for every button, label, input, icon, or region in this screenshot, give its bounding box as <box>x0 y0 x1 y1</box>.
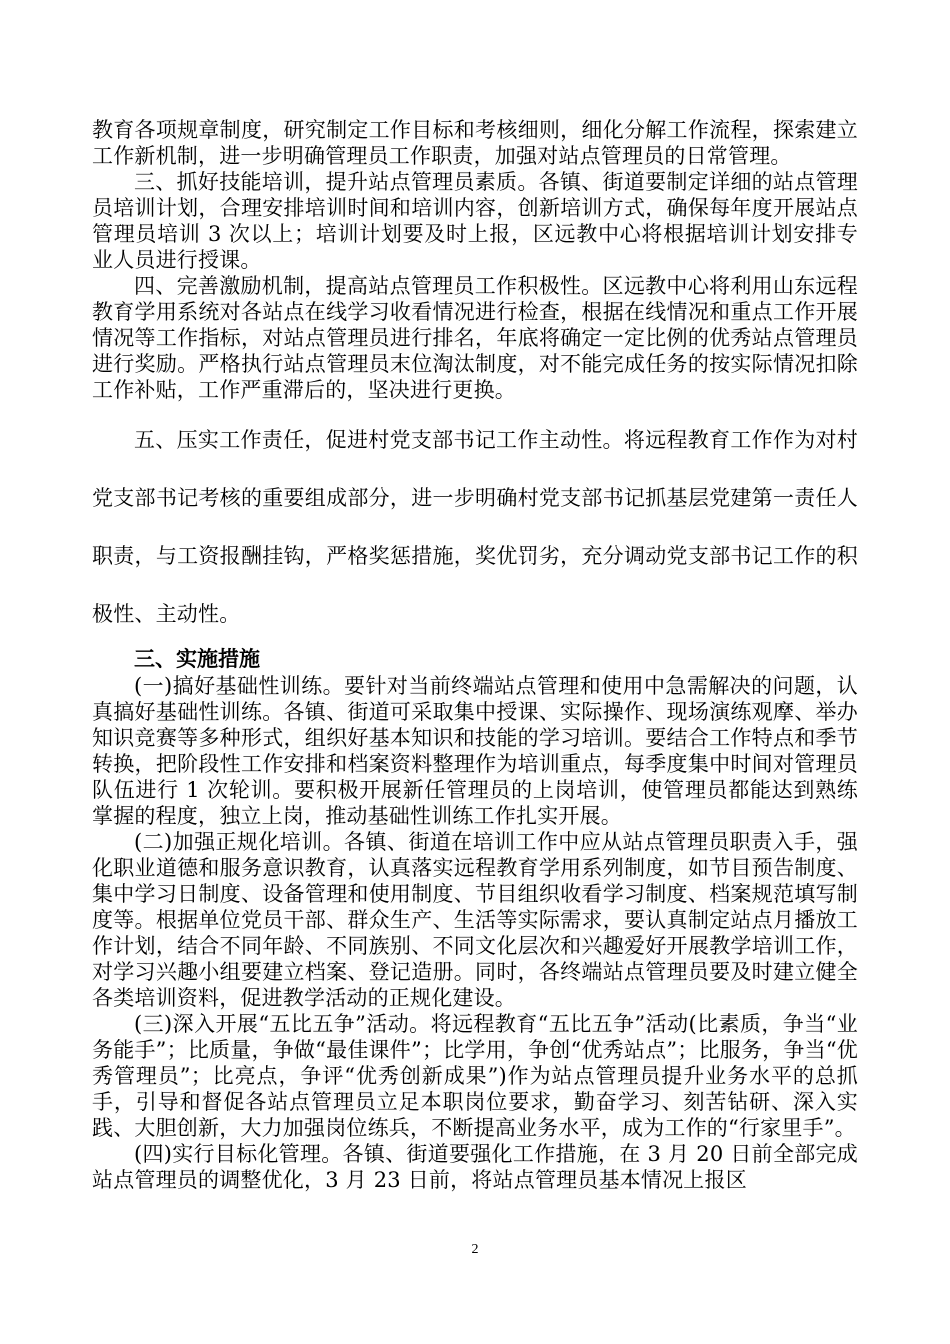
document-body <box>92 117 858 1193</box>
page-number: 2 <box>471 1242 479 1257</box>
section-heading: 三、实施措施 <box>134 647 260 671</box>
measure-target-management: (四)实行目标化管理。各镇、街道要强化工作措施，在 3 月 20 日前全部完成站点管理员的调整优化，3 月 23 日前，将站点管理员基本情况上报区 <box>92 1142 858 1192</box>
paragraph-skills-training: 三、抓好技能培训，提升站点管理员素质。各镇、街道要制定详细的站点管理员培训计划，合理安排培训时间和培训内容，创新培训方式，确保每年度开展站点管理员培训 3 次以上；培训计划要及时上报，区远教中心将根据培训计划安排专业人员进行授课。 <box>92 170 858 272</box>
measure-basic-training: (一)搞好基础性训练。要针对当前终端站点管理和使用中急需解决的问题，认真搞好基础性训练。各镇、街道可采取集中授课、实际操作、现场演练观摩、举办知识竞赛等多种形式，组织好基本知识和技能的学习培训。要结合工作特点和季节转换，把阶段性工作安排和档案资料整理作为培训重点，每季度集中时间对管理员队伍进行 1 次轮训。要积极开展新任管理员的上岗培训，使管理员都能达到熟练掌握的程度，独立上岗，推动基础性训练工作扎实开展。 <box>92 674 858 828</box>
measure-five-compare-activity: (三)深入开展“五比五争”活动。将远程教育“五比五争”活动(比素质，争当“业务能手”；比质量，争做“最佳课件”；比学用，争创“优秀站点”；比服务，争当“优秀管理员”；比亮点，争评“优秀创新成果”)作为站点管理员提升业务水平的总抓手，引导和督促各站点管理员立足本职岗位要求，勤奋学习、刻苦钻研、深入实践、大胆创新，大力加强岗位练兵，不断提高业务水平，成为工作的“行家里手”。 <box>92 1012 858 1140</box>
paragraph-continuation: 教育各项规章制度，研究制定工作目标和考核细则，细化分解工作流程，探索建立工作新机制，进一步明确管理员工作职责，加强对站点管理员的日常管理。 <box>92 118 858 168</box>
measure-standardized-training: (二)加强正规化培训。各镇、街道在培训工作中应从站点管理员职责入手，强化职业道德和服务意识教育，认真落实远程教育学用系列制度，如节目预告制度、集中学习日制度、设备管理和使用制度、节目组织收看学习制度、档案规范填写制度等。根据单位党员干部、群众生产、生活等实际需求，要认真制定站点月播放工作计划，结合不同年龄、不同族别、不同文化层次和兴趣爱好开展教学培训工作，对学习兴趣小组要建立档案、登记造册。同时，各终端站点管理员要及时建立健全各类培训资料，促进教学活动的正规化建设。 <box>92 830 858 1010</box>
paragraph-incentive-mechanism: 四、完善激励机制，提高站点管理员工作积极性。区远教中心将利用山东远程教育学用系统对各站点在线学习收看情况进行检查，根据在线情况和重点工作开展情况等工作指标，对站点管理员进行排名，年底将确定一定比例的优秀站点管理员进行奖励。严格执行站点管理员末位淘汰制度，对不能完成任务的按实际情况扣除工作补贴，工作严重滞后的，坚决进行更换。 <box>92 274 858 402</box>
paragraph-responsibility: 五、压实工作责任，促进村党支部书记工作主动性。将远程教育工作作为对村党支部书记考核的重要组成部分，进一步明确村党支部书记抓基层党建第一责任人职责，与工资报酬挂钩，严格奖惩措施，奖优罚劣，充分调动党支部书记工作的积极性、主动性。 <box>92 428 858 626</box>
